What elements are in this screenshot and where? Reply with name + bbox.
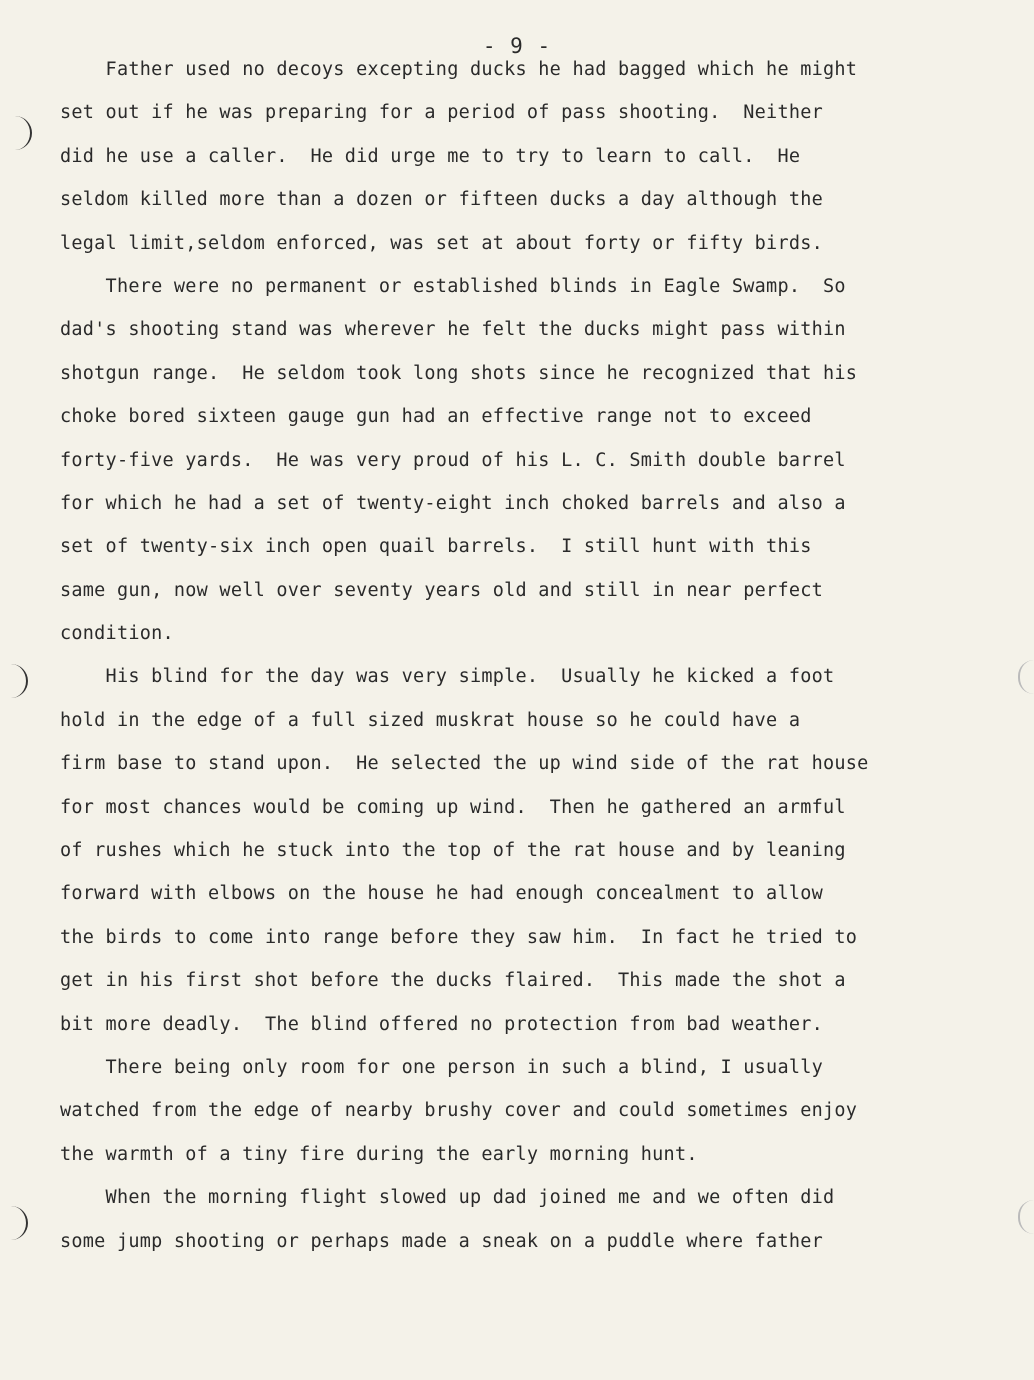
- text-line: the birds to come into range before they saw him. In fact he tried to: [60, 926, 858, 948]
- text-line: firm base to stand upon. He selected the up wind side of the rat house: [60, 753, 869, 775]
- text-line: When the morning flight slowed up dad joined me and we often did: [60, 1187, 835, 1209]
- text-line: There were no permanent or established blinds in Eagle Swamp. So: [60, 275, 846, 297]
- text-line: Father used no decoys excepting ducks he had bagged which he might: [60, 59, 858, 80]
- text-line: forty-five yards. He was very proud of his L. C. Smith double barrel: [60, 449, 846, 471]
- edge-hole-mark: [1018, 660, 1034, 694]
- text-line: condition.: [60, 623, 174, 645]
- binding-hole-mark: [8, 664, 28, 698]
- text-line: dad's shooting stand was wherever he felt the ducks might pass within: [60, 319, 846, 341]
- binding-hole-mark: [8, 1206, 28, 1240]
- page-number: - 9 -: [482, 34, 552, 58]
- text-line: legal limit,seldom enforced, was set at about forty or fifty birds.: [60, 232, 823, 254]
- text-line: set of twenty-six inch open quail barrels. I still hunt with this: [60, 536, 812, 558]
- text-line: hold in the edge of a full sized muskrat house so he could have a: [60, 709, 801, 731]
- text-line: some jump shooting or perhaps made a sneak on a puddle where father: [60, 1230, 823, 1252]
- text-line: get in his first shot before the ducks flaired. This made the shot a: [60, 970, 846, 992]
- edge-hole-mark: [1018, 1200, 1034, 1234]
- text-line: There being only room for one person in such a blind, I usually: [60, 1056, 823, 1078]
- text-line: seldom killed more than a dozen or fifteen ducks a day although the: [60, 189, 823, 211]
- text-line: His blind for the day was very simple. Usually he kicked a foot: [60, 666, 835, 688]
- text-line: the warmth of a tiny fire during the early morning hunt.: [60, 1143, 698, 1165]
- text-line: for which he had a set of twenty-eight inch choked barrels and also a: [60, 492, 846, 514]
- text-line: shotgun range. He seldom took long shots since he recognized that his: [60, 362, 858, 384]
- text-line: did he use a caller. He did urge me to try to learn to call. He: [60, 145, 801, 167]
- text-line: bit more deadly. The blind offered no protection from bad weather.: [60, 1013, 823, 1035]
- text-line: choke bored sixteen gauge gun had an effective range not to exceed: [60, 406, 812, 428]
- text-line: of rushes which he stuck into the top of the rat house and by leaning: [60, 840, 846, 862]
- text-line: same gun, now well over seventy years old and still in near perfect: [60, 579, 823, 601]
- binding-hole-mark: [12, 116, 32, 150]
- text-line: for most chances would be coming up wind. Then he gathered an armful: [60, 796, 846, 818]
- typed-text-body: [60, 57, 990, 1272]
- text-line: set out if he was preparing for a period of pass shooting. Neither: [60, 102, 823, 124]
- text-line: forward with elbows on the house he had enough concealment to allow: [60, 883, 823, 905]
- text-line: watched from the edge of nearby brushy cover and could sometimes enjoy: [60, 1100, 858, 1122]
